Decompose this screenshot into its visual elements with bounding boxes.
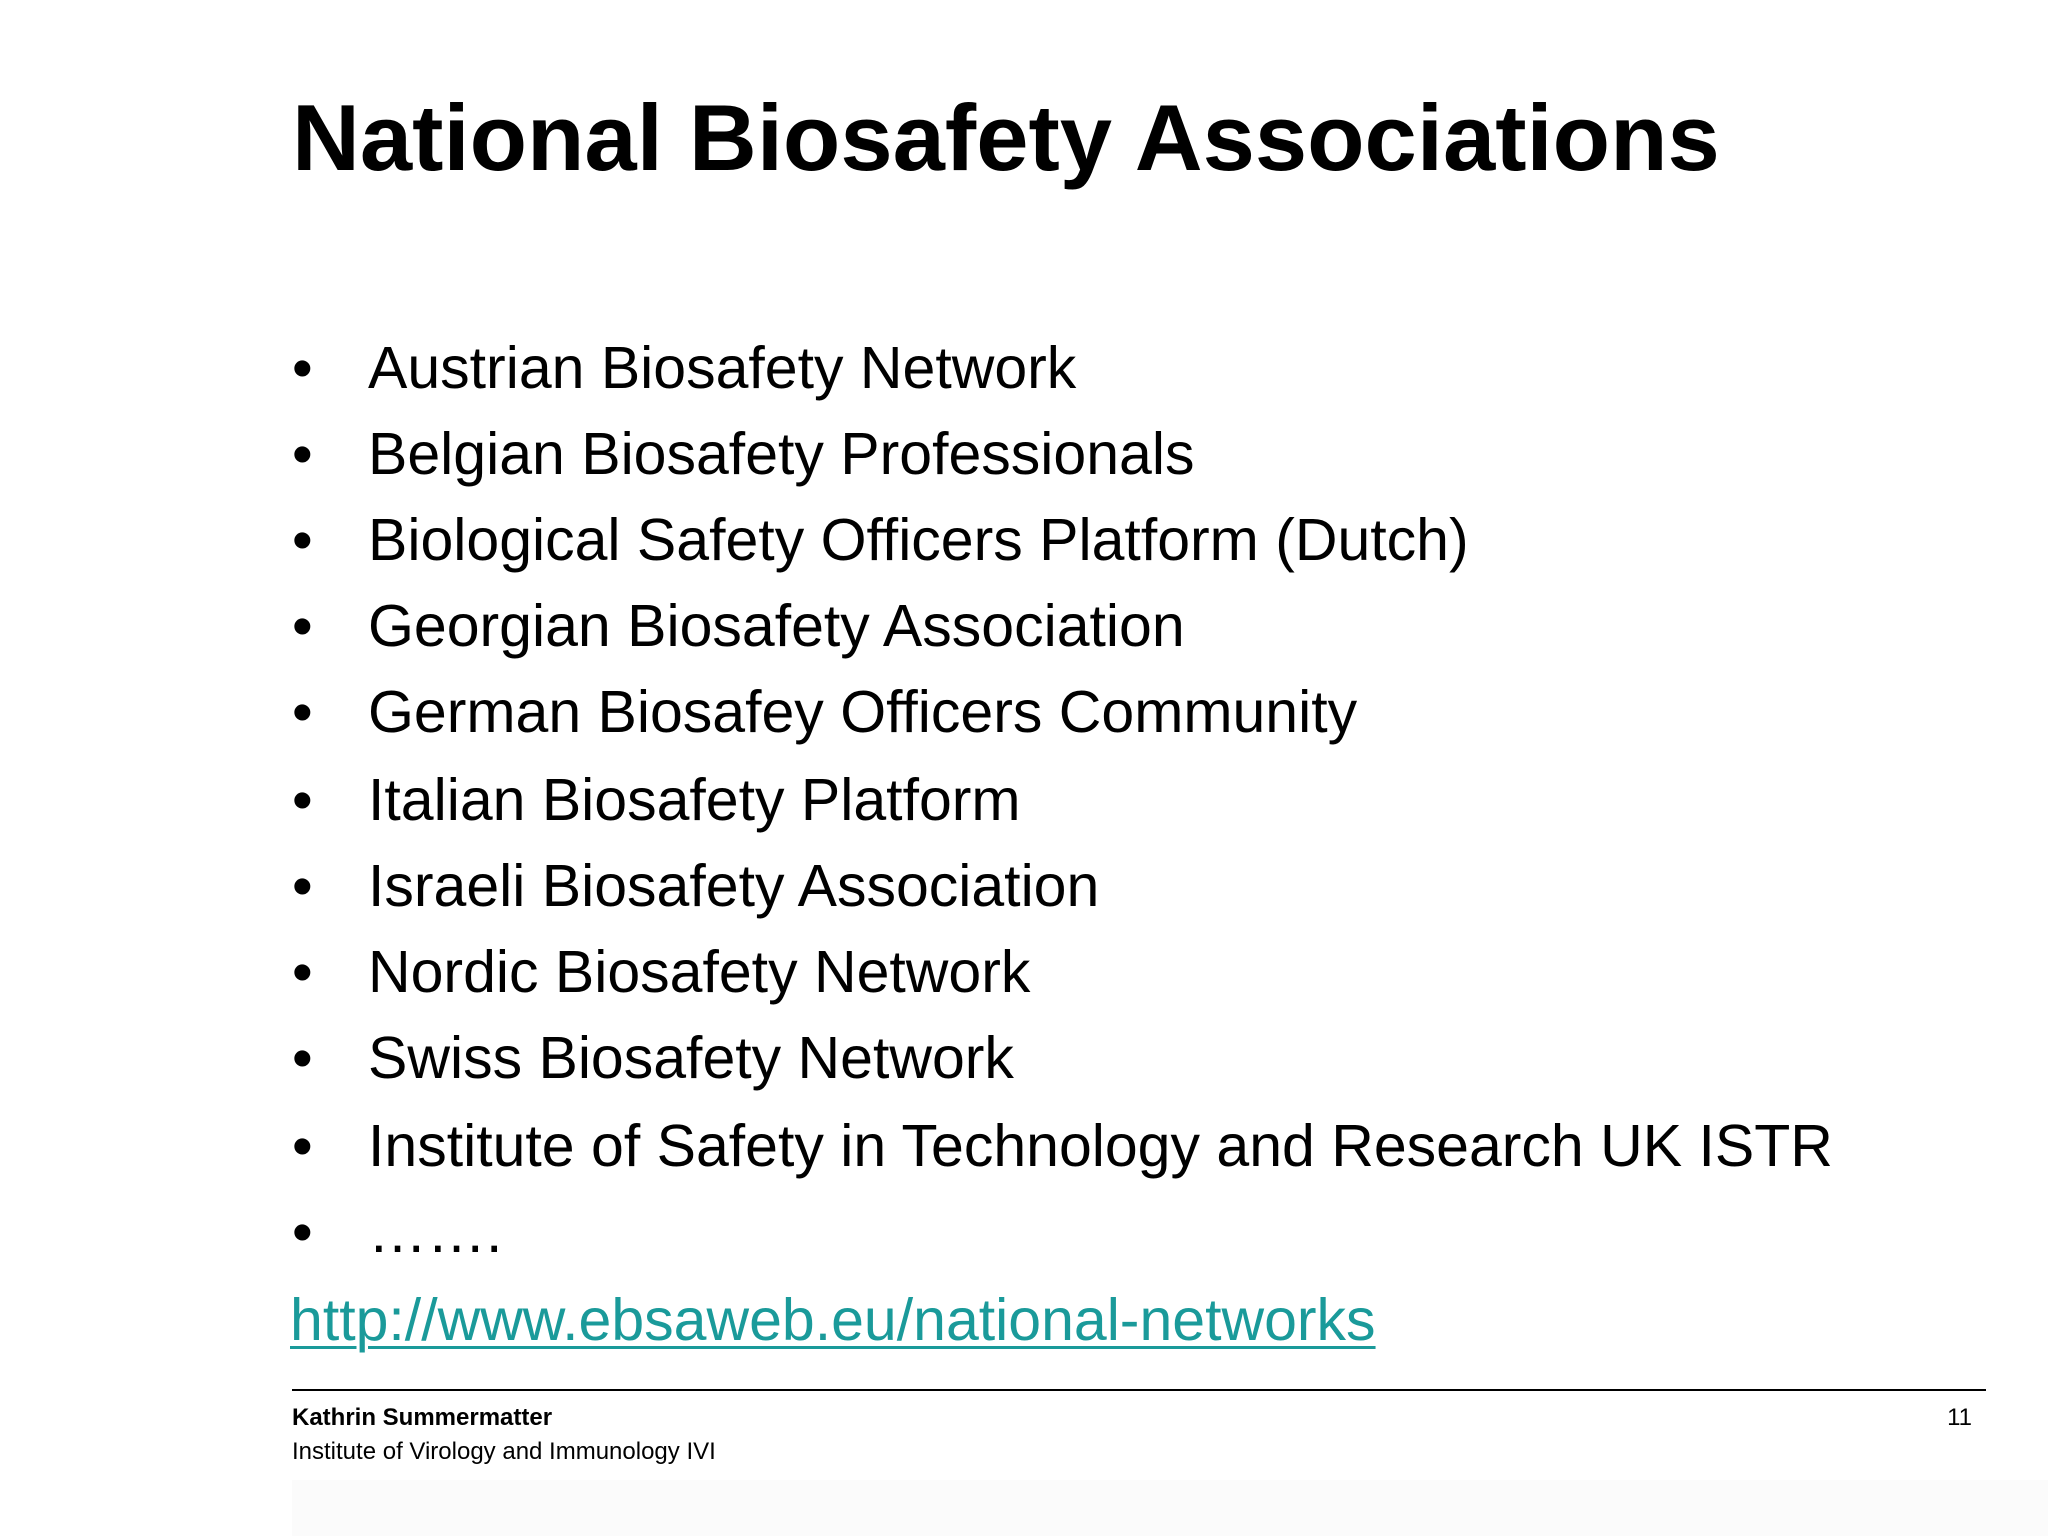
bullet-text: ……. bbox=[368, 1199, 503, 1265]
bullet-icon: • bbox=[292, 939, 313, 1005]
bullet-text: Italian Biosafety Platform bbox=[368, 767, 1021, 833]
bullet-icon: • bbox=[292, 593, 313, 659]
bullet-text: Belgian Biosafety Professionals bbox=[368, 421, 1195, 487]
footer-institute: Institute of Virology and Immunology IVI bbox=[292, 1438, 716, 1465]
bullet-text: Swiss Biosafety Network bbox=[368, 1025, 1014, 1091]
bullet-text: Institute of Safety in Technology and Research UK ISTR bbox=[368, 1113, 1833, 1179]
bullet-icon: • bbox=[292, 853, 313, 919]
bullet-icon: • bbox=[292, 335, 313, 401]
national-networks-link[interactable]: http://www.ebsaweb.eu/national-networks bbox=[290, 1287, 1376, 1353]
footer-divider bbox=[292, 1389, 1986, 1391]
slide-title: National Biosafety Associations bbox=[292, 85, 1720, 190]
bullet-text: Nordic Biosafety Network bbox=[368, 939, 1031, 1005]
bullet-icon: • bbox=[292, 679, 313, 745]
bullet-icon: • bbox=[292, 1025, 313, 1091]
page-number: 11 bbox=[1947, 1404, 1972, 1431]
bullet-text: Israeli Biosafety Association bbox=[368, 853, 1100, 919]
footer-band bbox=[292, 1480, 2048, 1536]
bullet-icon: • bbox=[292, 507, 313, 573]
bullet-text: Georgian Biosafety Association bbox=[368, 593, 1185, 659]
bullet-text: Biological Safety Officers Platform (Dutch) bbox=[368, 507, 1469, 573]
bullet-text: German Biosafey Officers Community bbox=[368, 679, 1358, 745]
footer-author: Kathrin Summermatter bbox=[292, 1404, 553, 1431]
bullet-icon: • bbox=[292, 1113, 313, 1179]
bullet-text: Austrian Biosafety Network bbox=[368, 335, 1077, 401]
bullet-icon: • bbox=[292, 767, 313, 833]
bullet-icon: • bbox=[292, 421, 313, 487]
bullet-icon: • bbox=[292, 1199, 313, 1265]
